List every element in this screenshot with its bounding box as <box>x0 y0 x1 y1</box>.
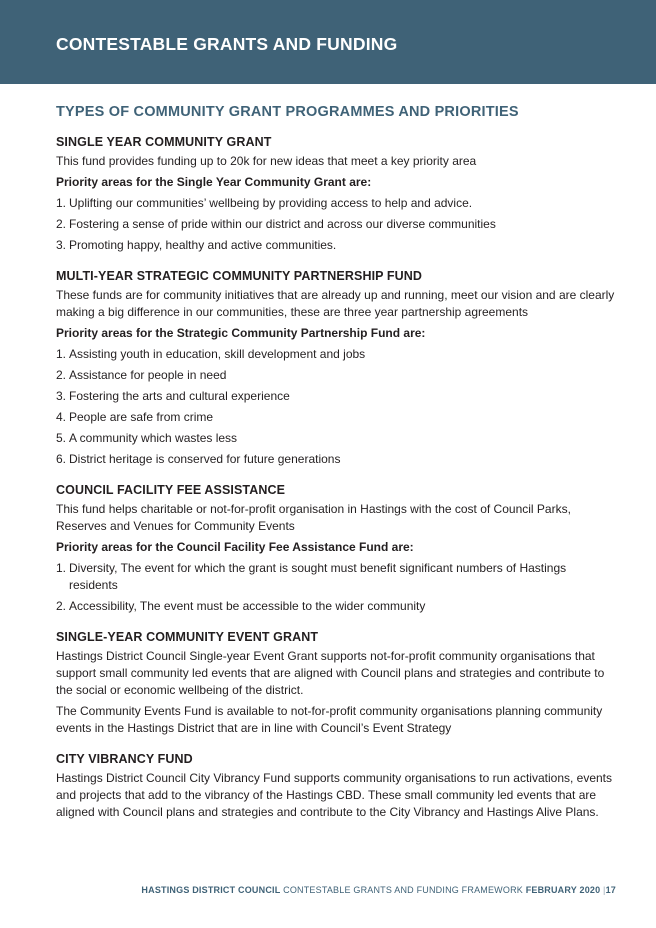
list-text: Assisting youth in education, skill development and jobs <box>69 347 366 361</box>
list-number: 1. <box>56 196 67 210</box>
list-text: A community which wastes less <box>69 431 238 445</box>
priority-label: Priority areas for the Strategic Community Partnership Fund are: <box>56 326 426 340</box>
list-text: District heritage is conserved for future generations <box>69 452 341 466</box>
list-text: Assistance for people in need <box>69 368 227 382</box>
list-item <box>56 216 616 233</box>
section-heading: CITY VIBRANCY FUND <box>56 752 193 766</box>
page-footer <box>141 885 616 895</box>
section-single-year-grant <box>56 135 616 254</box>
list-number: 5. <box>56 431 67 445</box>
priority-list <box>56 560 616 615</box>
priority-list <box>56 195 616 254</box>
list-number: 1. <box>56 561 67 575</box>
list-text: Fostering the arts and cultural experience <box>69 389 290 403</box>
section-intro: These funds are for community initiatives that are already up and running, meet our vision and are clearly making a big difference in our communities, these are three year partnership agreements <box>56 288 615 319</box>
section-city-vibrancy-fund <box>56 752 616 821</box>
section-heading: MULTI-YEAR STRATEGIC COMMUNITY PARTNERSHIP FUND <box>56 269 423 283</box>
page-number: 17 <box>605 885 616 895</box>
footer-org: HASTINGS DISTRICT COUNCIL <box>141 885 281 895</box>
footer-date: FEBRUARY 2020 <box>525 885 601 895</box>
list-text: Promoting happy, healthy and active communities. <box>69 238 337 252</box>
footer-separator: | <box>603 885 606 895</box>
priority-label: Priority areas for the Single Year Community Grant are: <box>56 175 372 189</box>
section-facility-fee-assistance <box>56 483 616 615</box>
list-item <box>56 560 616 594</box>
page-heading: TYPES OF COMMUNITY GRANT PROGRAMMES AND PRIORITIES <box>56 104 519 120</box>
list-item <box>56 237 616 254</box>
list-text: Fostering a sense of pride within our district and across our diverse communities <box>69 217 496 231</box>
list-item <box>56 388 616 405</box>
list-item <box>56 346 616 363</box>
section-intro: This fund provides funding up to 20k for new ideas that meet a key priority area <box>56 154 477 168</box>
list-item <box>56 430 616 447</box>
section-heading: SINGLE YEAR COMMUNITY GRANT <box>56 135 272 149</box>
list-number: 3. <box>56 238 67 252</box>
list-item <box>56 598 616 615</box>
list-text: Diversity, The event for which the grant is sought must benefit significant numbers of Hastings residents <box>69 561 567 592</box>
section-multi-year-partnership-fund <box>56 269 616 468</box>
list-item <box>56 195 616 212</box>
list-number: 6. <box>56 452 67 466</box>
page-content <box>56 104 616 836</box>
list-number: 4. <box>56 410 67 424</box>
section-intro: This fund helps charitable or not-for-profit organisation in Hastings with the cost of Council Parks, Reserves and Venues for Community Events <box>56 502 571 533</box>
priority-label: Priority areas for the Council Facility Fee Assistance Fund are: <box>56 540 414 554</box>
list-item <box>56 451 616 468</box>
section-paragraph: The Community Events Fund is available to not-for-profit community organisations planning community events in the Hastings District that are in line with Council’s Event Strategy <box>56 704 603 735</box>
list-text: People are safe from crime <box>69 410 214 424</box>
list-item <box>56 409 616 426</box>
section-heading: SINGLE-YEAR COMMUNITY EVENT GRANT <box>56 630 319 644</box>
section-paragraph: Hastings District Council Single-year Event Grant supports not-for-profit community organisations that support small community led events that are aligned with Council plans and strategies and contribute to the social or economic wellbeing of the district. <box>56 649 605 697</box>
section-paragraph: Hastings District Council City Vibrancy Fund supports community organisations to run activations, events and projects that add to the vibrancy of the Hastings CBD. These small community led events that are aligned with Council plans and strategies and contribute to the City Vibrancy and Hastings Alive Plans. <box>56 771 613 819</box>
list-text: Uplifting our communities’ wellbeing by providing access to help and advice. <box>69 196 473 210</box>
list-number: 2. <box>56 217 67 231</box>
list-text: Accessibility, The event must be accessible to the wider community <box>69 599 426 613</box>
priority-list <box>56 346 616 468</box>
list-number: 2. <box>56 599 67 613</box>
footer-doc-title: CONTESTABLE GRANTS AND FUNDING FRAMEWORK <box>283 885 523 895</box>
list-item <box>56 367 616 384</box>
header-title: CONTESTABLE GRANTS AND FUNDING <box>56 34 398 54</box>
list-number: 1. <box>56 347 67 361</box>
section-heading: COUNCIL FACILITY FEE ASSISTANCE <box>56 483 286 497</box>
list-number: 3. <box>56 389 67 403</box>
section-community-event-grant <box>56 630 616 737</box>
list-number: 2. <box>56 368 67 382</box>
header-banner <box>0 0 656 84</box>
